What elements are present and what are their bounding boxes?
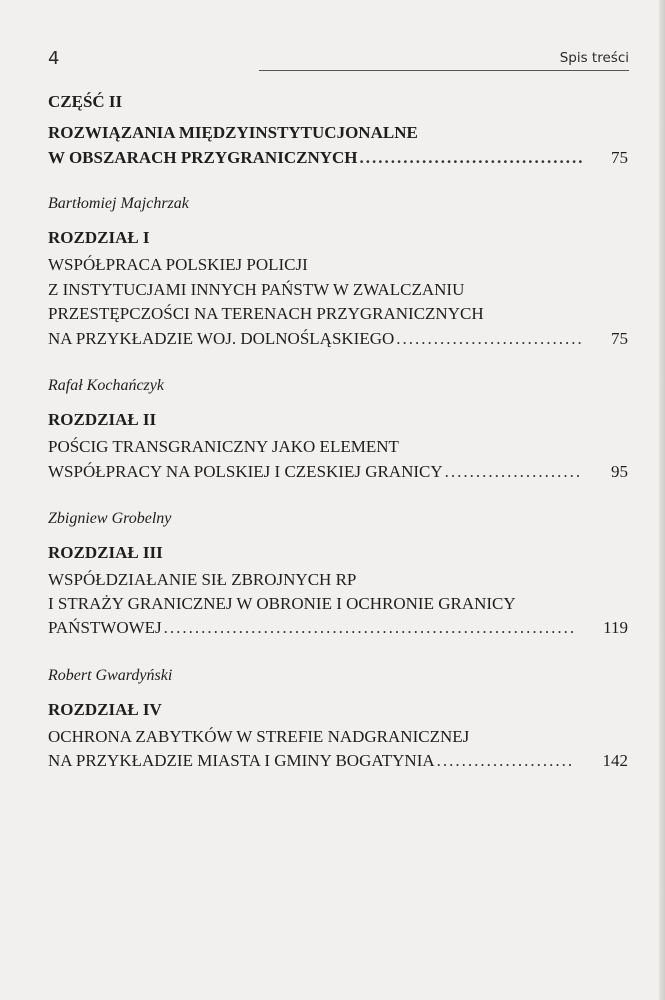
chapter-title-line: NA PRZYKŁADZIE WOJ. DOLNOŚLĄSKIEGO	[48, 329, 395, 348]
chapter-author: Zbigniew Grobelny	[48, 510, 172, 527]
chapter-title-line: OCHRONA ZABYTKÓW W STREFIE NADGRANICZNEJ	[48, 727, 470, 746]
running-title: Spis treści	[559, 50, 629, 66]
dot-leader	[396, 327, 583, 351]
chapter-author: Rafał Kochańczyk	[48, 377, 164, 394]
dot-leader	[445, 460, 583, 484]
dot-leader	[437, 749, 575, 773]
part-label: CZĘŚĆ II	[48, 92, 123, 111]
page-ref: 95	[611, 462, 628, 481]
page-ref: 119	[603, 618, 628, 637]
chapter-title-line: WSPÓŁPRACY NA POLSKIEJ I CZESKIEJ GRANICY	[48, 462, 443, 481]
page-edge-shadow	[659, 0, 665, 1000]
chapter-title-line: POŚCIG TRANSGRANICZNY JAKO ELEMENT	[48, 437, 399, 456]
page-ref: 142	[602, 751, 628, 770]
chapter-title-line: I STRAŻY GRANICZNEJ W OBRONIE I OCHRONIE GRANICY	[48, 594, 516, 613]
chapter-title-line: PRZESTĘPCZOŚCI NA TERENACH PRZYGRANICZNYCH	[48, 304, 484, 323]
chapter-author: Bartłomiej Majchrzak	[48, 195, 189, 212]
chapter-author: Robert Gwardyński	[48, 667, 173, 684]
chapter-label: ROZDZIAŁ IV	[48, 700, 162, 719]
chapter-label: ROZDZIAŁ III	[48, 543, 163, 562]
dot-leader	[360, 146, 584, 170]
part-title-line: W OBSZARACH PRZYGRANICZNYCH	[48, 148, 358, 167]
header-rule	[259, 70, 629, 71]
chapter-entry[interactable]	[48, 749, 628, 773]
chapter-entry[interactable]	[48, 460, 628, 484]
chapter-label: ROZDZIAŁ II	[48, 410, 157, 429]
chapter-title-line: WSPÓŁDZIAŁANIE SIŁ ZBROJNYCH RP	[48, 570, 357, 589]
chapter-title-line: PAŃSTWOWEJ	[48, 618, 162, 637]
part-title-entry[interactable]	[48, 146, 628, 170]
page-header	[48, 48, 629, 72]
chapter-entry[interactable]	[48, 616, 628, 640]
page-number: 4	[48, 48, 60, 69]
page-ref: 75	[611, 148, 628, 167]
chapter-title-line: WSPÓŁPRACA POLSKIEJ POLICJI	[48, 255, 308, 274]
part-title-line: ROZWIĄZANIA MIĘDZYINSTYTUCJONALNE	[48, 123, 418, 142]
chapter-label: ROZDZIAŁ I	[48, 228, 150, 247]
chapter-title-line: Z INSTYTUCJAMI INNYCH PAŃSTW W ZWALCZANIU	[48, 280, 465, 299]
page-ref: 75	[611, 329, 628, 348]
dot-leader	[164, 616, 575, 640]
chapter-entry[interactable]	[48, 327, 628, 351]
chapter-title-line: NA PRZYKŁADZIE MIASTA I GMINY BOGATYNIA	[48, 751, 435, 770]
